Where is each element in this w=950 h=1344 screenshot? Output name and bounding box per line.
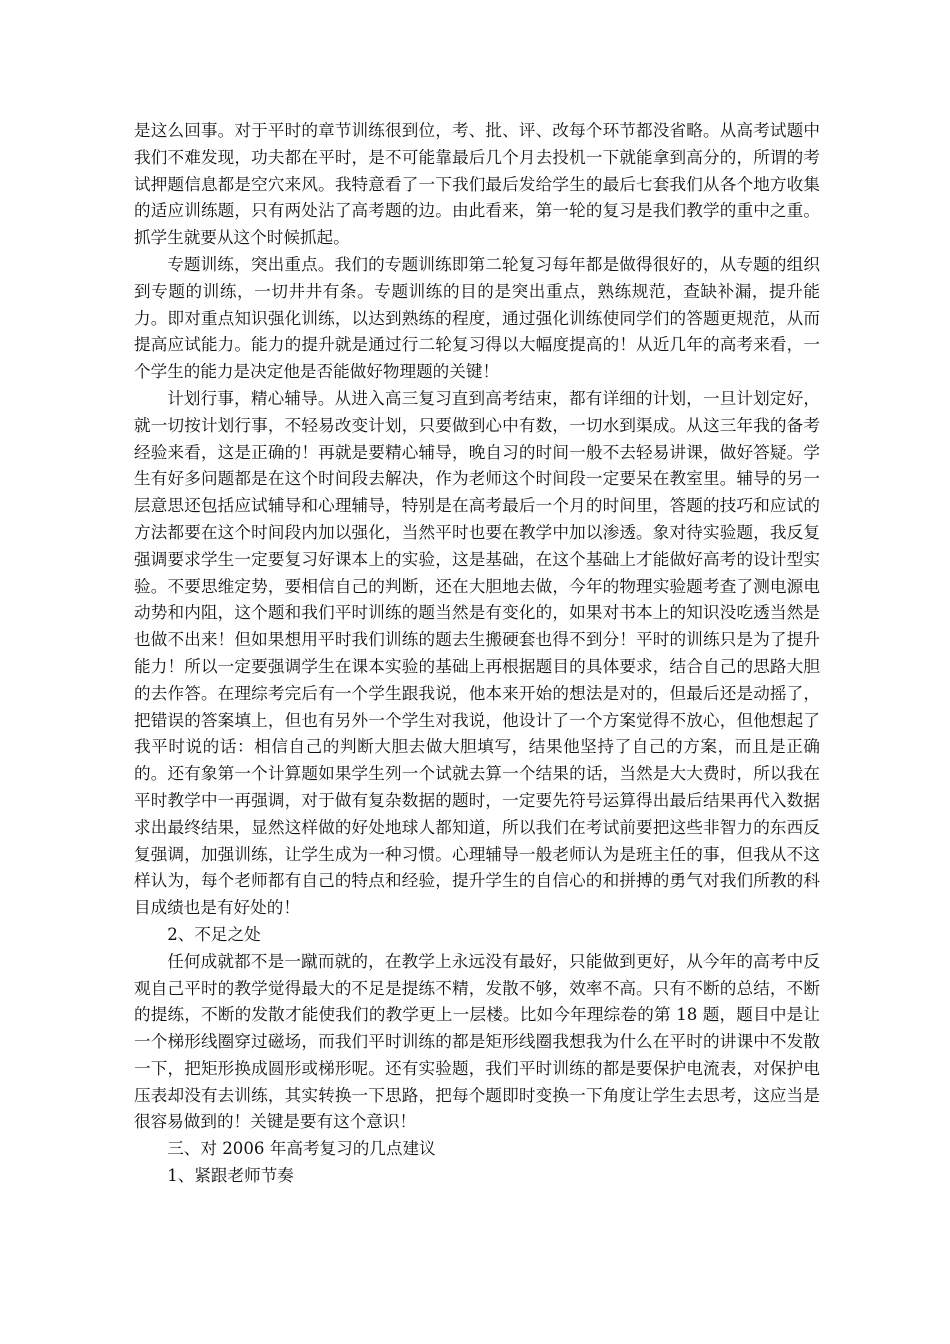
paragraph-planned-tutoring: 计划行事，精心辅导。从进入高三复习直到高考结束，都有详细的计划，一旦计划定好，就一切按计划行事，不轻易改变计划，只要做到心中有数，一切水到渠成。从这三年我的备考经验来看，这是正确的！再就是要精心辅导，晚自习的时间一般不去轻易讲课，做好答疑。学生有好多问题都是在这个时间段去解决，作为老师这个时间段一定要呆在教室里。辅导的另一层意思还包括应试辅导和心理辅导，特别是在高考最后一个月的时间里，答题的技巧和应试的方法都要在这个时间段内加以强化，当然平时也要在教学中加以渗透。象对待实验题，我反复强调要求学生一定要复习好课本上的实验，这是基础，在这个基础上才能做好高考的设计型实验。不要思维定势，要相信自己的判断，还在大胆地去做，今年的物理实验题考查了测电源电动势和内阻，这个题和我们平时训练的题当然是有变化的，如果对书本上的知识没吃透当然是也做不出来！但如果想用平时我们训练的题去生搬硬套也得不到分！平时的训练只是为了提升能力！所以一定要强调学生在课本实验的基础上再根据题目的具体要求，结合自己的思路大胆的去作答。在理综考完后有一个学生跟我说，他本来开始的想法是对的，但最后还是动摇了，把错误的答案填上，但也有另外一个学生对我说，他设计了一个方案觉得不放心，但他想起了我平时说的话：相信自己的判断大胆去做大胆填写，结果他坚持了自己的方案，而且是正确的。还有象第一个计算题如果学生列一个试就去算一个结果的话，当然是大大费时，所以我在平时教学中一再强调，对于做有复杂数据的题时，一定要先符号运算得出最后结果再代入数据求出最终结果，显然这样做的好处地球人都知道，所以我们在考试前要把这些非智力的东西反复强调，加强训练，让学生成为一种习惯。心理辅导一般老师认为是班主任的事，但我从不这样认为，每个老师都有自己的特点和经验，提升学生的自信心的和拼搏的勇气对我们所教的科目成绩也是有好处的！ [134, 388, 820, 918]
section-heading-shortcomings: 2、不足之处 [167, 924, 261, 944]
subsection-heading-follow-teacher: 1、紧跟老师节奏 [167, 1166, 294, 1186]
section-heading-suggestions: 三、对 2006 年高考复习的几点建议 [167, 1139, 436, 1159]
paragraph-shortcomings: 任何成就都不是一蹴而就的，在教学上永远没有最好，只能做到更好，从今年的高考中反观自己平时的教学觉得最大的不足是提练不精，发散不够，效率不高。只有不断的总结，不断的提练，不断的发散才能使我们的教学更上一层楼。比如今年理综卷的第 18 题，题目中是让一个梯形线圈穿过磁场，而我们平时训练的都是矩形线圈我想我为什么在平时的讲课中不发散一下，把矩形换成圆形或梯形呢。还有实验题，我们平时训练的都是要保护电流表，对保护电压表却没有去训练，其实转换一下思路，把每个题即时变换一下角度让学生去思考，这应当是很容易做到的！关键是要有这个意识！ [134, 951, 820, 1132]
document-body [134, 118, 820, 1190]
paragraph-review-first-round: 是这么回事。对于平时的章节训练很到位，考、批、评、改每个环节都没省略。从高考试题中我们不难发现，功夫都在平时，是不可能靠最后几个月去投机一下就能拿到高分的，所谓的考试押题信息都是空穴来风。我特意看了一下我们最后发给学生的最后七套我们从各个地方收集的适应训练题，只有两处沾了高考题的边。由此看来，第一轮的复习是我们教学的重中之重。抓学生就要从这个时候抓起。 [134, 121, 820, 248]
paragraph-special-training: 专题训练，突出重点。我们的专题训练即第二轮复习每年都是做得很好的，从专题的组织到专题的训练，一切井井有条。专题训练的目的是突出重点，熟练规范，查缺补漏，提升能力。即对重点知识强化训练，以达到熟练的程度，通过强化训练使同学们的答题更规范，从而提高应试能力。能力的提升就是通过行二轮复习得以大幅度提高的！从近几年的高考来看，一个学生的能力是决定他是否能做好物理题的关键！ [134, 254, 820, 382]
